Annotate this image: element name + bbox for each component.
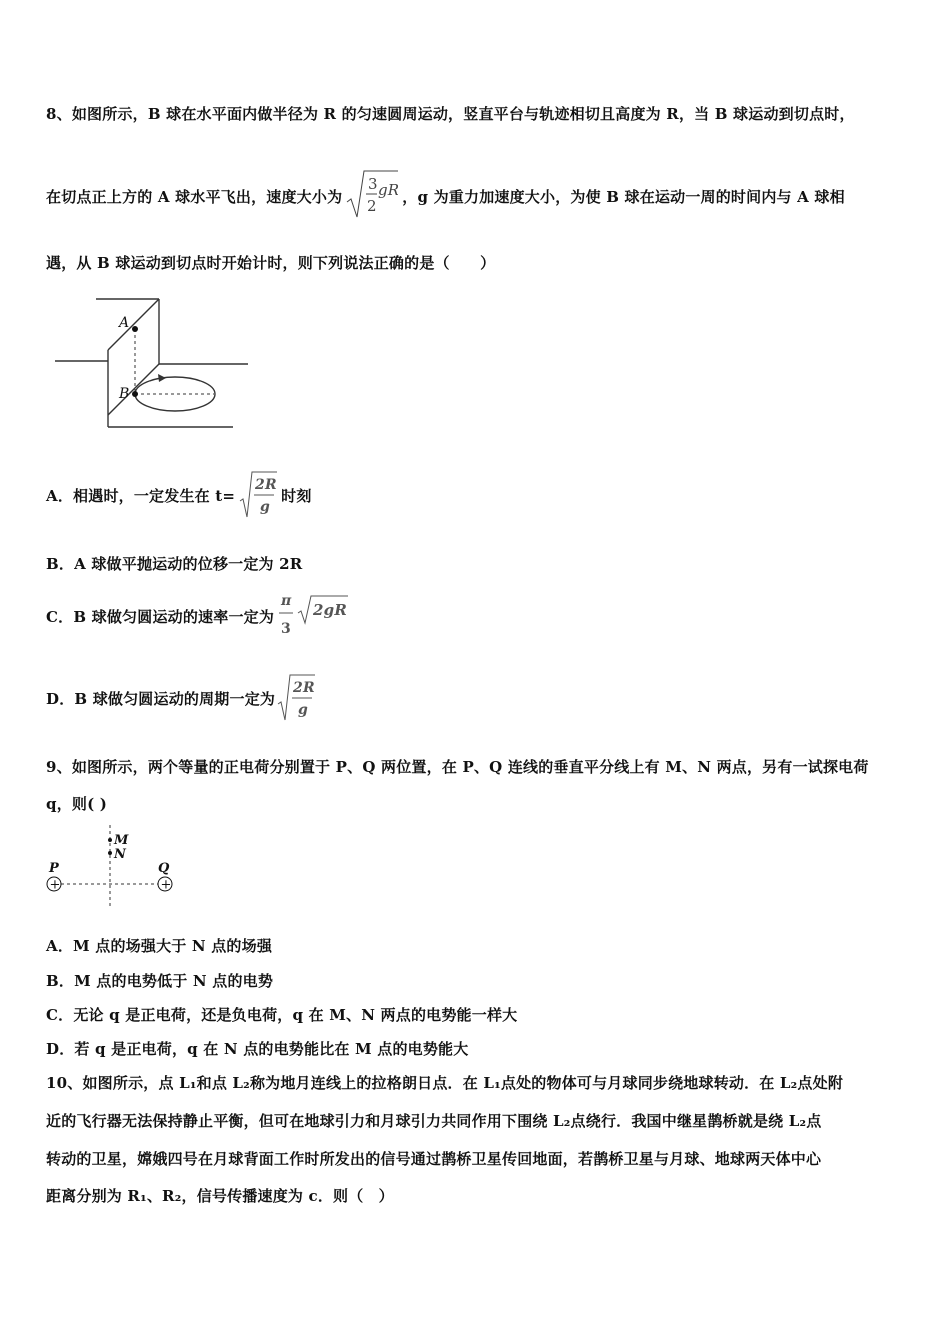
fig-label-n: N bbox=[114, 847, 126, 862]
opt-d-num: 2R bbox=[293, 680, 315, 696]
q8-line2-post: ，g 为重力加速度大小，为使 B 球在运动一周的时间内与 A 球相 bbox=[402, 187, 845, 206]
q8-line2 bbox=[46, 168, 845, 224]
opt-c-den: 3 bbox=[281, 621, 291, 637]
speed-den: 2 bbox=[367, 197, 378, 215]
opt-a-den: g bbox=[260, 499, 271, 515]
sqrt-sign-icon bbox=[346, 168, 398, 220]
sqrt-sign-icon bbox=[239, 469, 277, 521]
q9-figure bbox=[44, 822, 184, 910]
fig-label-m: M bbox=[114, 833, 129, 848]
speed-num: 3 bbox=[368, 175, 379, 193]
q8-option-d bbox=[46, 672, 315, 724]
q8-option-c-text: C．B 球做匀圆运动的速率一定为 bbox=[46, 607, 275, 626]
q8-option-c bbox=[46, 590, 350, 642]
q8-option-a bbox=[46, 468, 312, 522]
q10-line2: 近的飞行器无法保持静止平衡，但可在地球引力和月球引力共同作用下围绕 L₂点绕行．我国中继星鹊桥就是绕 L₂点 bbox=[46, 1112, 822, 1130]
charge-q-plus: + bbox=[160, 877, 172, 893]
q8-line2-pre: 在切点正上方的 A 球水平飞出，速度大小为 bbox=[46, 187, 343, 206]
fig-label-q: Q bbox=[158, 861, 170, 876]
speed-formula bbox=[346, 168, 398, 224]
sqrt-sign-icon bbox=[277, 672, 315, 724]
opt-c-num: π bbox=[281, 593, 292, 609]
fig-label-p: P bbox=[49, 861, 59, 876]
fig-label-b: B bbox=[119, 386, 130, 402]
fig-label-a: A bbox=[119, 315, 130, 331]
speed-formula-c bbox=[278, 591, 350, 641]
q9-option-d: D．若 q 是正电荷，q 在 N 点的电势能比在 M 点的电势能大 bbox=[46, 1040, 469, 1058]
opt-a-num: 2R bbox=[255, 477, 277, 493]
q8-figure bbox=[55, 294, 250, 434]
charge-p-plus: + bbox=[49, 877, 61, 893]
q8-option-d-text: D．B 球做匀圆运动的周期一定为 bbox=[46, 689, 276, 708]
q9-option-c: C．无论 q 是正电荷，还是负电荷，q 在 M、N 两点的电势能一样大 bbox=[46, 1006, 518, 1024]
q10-line3: 转动的卫星，嫦娥四号在月球背面工作时所发出的信号通过鹊桥卫星传回地面，若鹊桥卫星与月球、地球两天体中心 bbox=[46, 1150, 822, 1168]
q8-option-a-post: 时刻 bbox=[281, 486, 312, 505]
q10-line4: 距离分别为 R₁、R₂，信号传播速度为 c．则（ ） bbox=[46, 1187, 394, 1205]
q8-option-b: B．A 球做平抛运动的位移一定为 2R bbox=[46, 555, 303, 573]
speed-tail: gR bbox=[378, 181, 399, 199]
q8-option-a-text: A．相遇时，一定发生在 t= bbox=[46, 486, 236, 505]
q10-line1: 10、如图所示，点 L₁和点 L₂称为地月连线上的拉格朗日点．在 L₁点处的物体可与月球同步绕地球转动．在 L₂点处附 bbox=[46, 1074, 844, 1092]
q9-line1: 9、如图所示，两个等量的正电荷分别置于 P、Q 两位置，在 P、Q 连线的垂直平分线上有 M、N 两点，另有一试探电荷 bbox=[46, 758, 869, 776]
opt-d-den: g bbox=[298, 702, 309, 718]
q9-line2: q，则( ) bbox=[46, 795, 108, 813]
q8-line3: 遇，从 B 球运动到切点时开始计时，则下列说法正确的是（ ） bbox=[46, 254, 496, 272]
q8-line1: 8、如图所示，B 球在水平面内做半径为 R 的匀速圆周运动，竖直平台与轨迹相切且高度为 R，当 B 球运动到切点时， bbox=[46, 105, 855, 123]
opt-c-rad: 2gR bbox=[313, 601, 348, 619]
q9-option-a: A．M 点的场强大于 N 点的场强 bbox=[46, 937, 273, 955]
q9-option-b: B．M 点的电势低于 N 点的电势 bbox=[46, 972, 274, 990]
